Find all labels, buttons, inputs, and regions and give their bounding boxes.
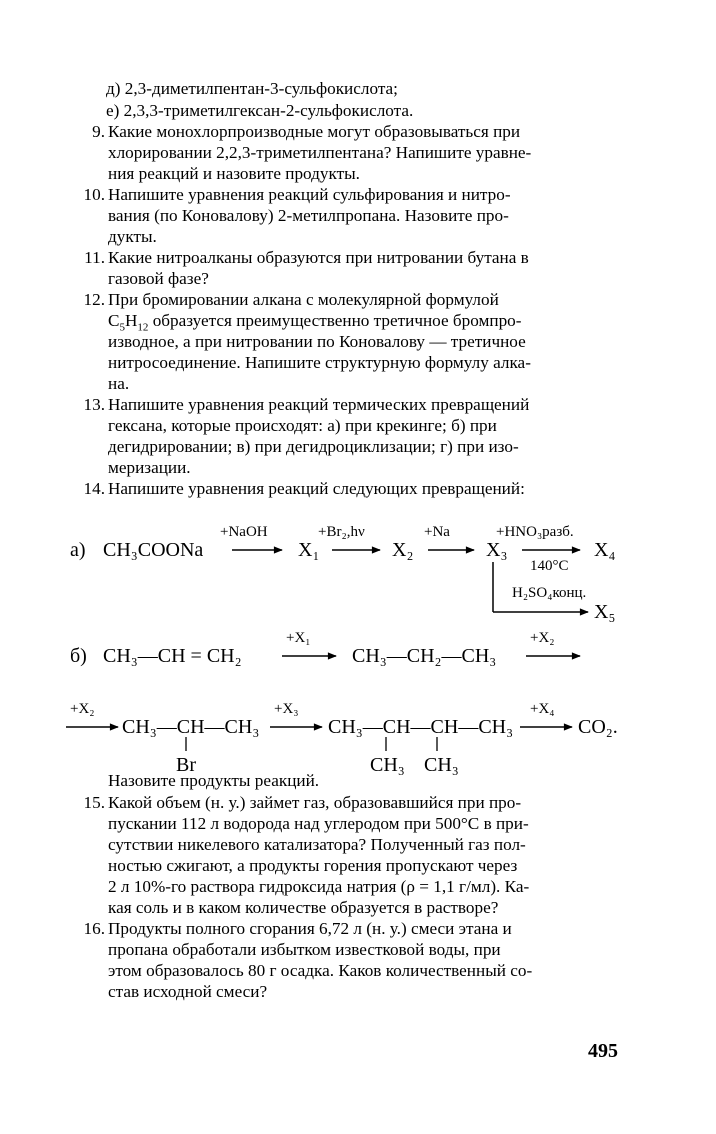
scheme-b-reagent-2: +X₂ bbox=[530, 630, 555, 646]
scheme-a-label: а) bbox=[70, 539, 86, 561]
scheme-a-condition-temp: 140°C bbox=[530, 558, 569, 574]
scheme-a-x2: X₂ bbox=[392, 539, 414, 561]
question-14-number: 14. bbox=[83, 479, 105, 498]
question-9-line-2: хлорировании 2,2,3-триметилпентана? Напишите уравне- bbox=[108, 143, 532, 162]
scheme-b-start: CH₃—CH = CH₂ bbox=[103, 645, 242, 667]
question-12-line-3: изводное, а при нитровании по Коновалову — третичное bbox=[108, 332, 526, 351]
question-9-number: 9. bbox=[92, 122, 105, 141]
question-15-line-4: ностью сжигают, а продукты горения пропускают через bbox=[108, 856, 518, 875]
question-11-number: 11. bbox=[84, 248, 105, 267]
scheme-b-product-3: CH₃—CH—CH—CH₃ bbox=[328, 716, 514, 738]
question-15-number: 15. bbox=[83, 793, 105, 812]
question-10-line-1: Напишите уравнения реакций сульфирования и нитро- bbox=[108, 185, 511, 204]
item-e: е) 2,3,3-триметилгексан-2-сульфокислота. bbox=[106, 101, 414, 120]
question-15-line-3: сутствии никелевого катализатора? Полученный газ пол- bbox=[108, 835, 526, 854]
scheme-b-ch3-2: CH₃ bbox=[424, 754, 459, 776]
question-12-line-2: $C_5H_{12}$ образуется преимущественно третичное бромпро- bbox=[108, 311, 522, 334]
question-13-line-2: гексана, которые происходят: а) при крекинге; б) при bbox=[108, 416, 497, 435]
scheme-b-br: Br bbox=[176, 754, 196, 776]
scheme-a-x4: X₄ bbox=[594, 539, 616, 561]
question-9-line-3: ния реакций и назовите продукты. bbox=[108, 164, 360, 183]
question-16-line-4: став исходной смеси? bbox=[108, 982, 268, 1001]
question-12-line-4: нитросоединение. Напишите структурную формулу алка- bbox=[108, 353, 531, 372]
name-products-instruction: Назовите продукты реакций. bbox=[108, 771, 320, 790]
question-13-line-3: дегидрировании; в) при дегидроциклизации; г) при изо- bbox=[108, 437, 519, 456]
question-12-number: 12. bbox=[83, 290, 105, 309]
question-15-line-5: 2 л 10%-го раствора гидроксида натрия (ρ = 1,1 г/мл). Ка- bbox=[108, 877, 530, 896]
scheme-b-final: CO₂. bbox=[578, 716, 618, 738]
question-10-line-3: дукты. bbox=[108, 227, 157, 246]
scheme-b-product-1: CH₃—CH₂—CH₃ bbox=[352, 645, 497, 667]
scheme-a-x5: X₅ bbox=[594, 601, 616, 623]
question-13-line-1: Напишите уравнения реакций термических превращений bbox=[108, 395, 530, 414]
question-15-line-1: Какой объем (н. у.) займет газ, образовавшийся при про- bbox=[108, 793, 522, 812]
scheme-b-reagent-4: +X₄ bbox=[530, 701, 555, 717]
scheme-b-reagent-2-repeat: +X₂ bbox=[70, 701, 95, 717]
scheme-b-product-2: CH₃—CH—CH₃ bbox=[122, 716, 260, 738]
question-12-line-5: на. bbox=[108, 374, 130, 393]
question-16-line-1: Продукты полного сгорания 6,72 л (н. у.) смеси этана и bbox=[108, 919, 512, 938]
question-15-line-2: пускании 112 л водорода над углеродом при 500°С в при- bbox=[108, 814, 529, 833]
scheme-a-reagent-naoh: +NaOH bbox=[220, 524, 268, 540]
question-13-number: 13. bbox=[83, 395, 105, 414]
question-15-line-6: кая соль и в каком количестве образуется в растворе? bbox=[108, 898, 499, 917]
scheme-a-x1: X₁ bbox=[298, 539, 320, 561]
formula-c5h12: $C_5H_{12}$ bbox=[108, 311, 149, 334]
scheme-a-reagent-br2: +Br₂,hν bbox=[318, 524, 365, 540]
question-11-line-2: газовой фазе? bbox=[108, 269, 209, 288]
question-12-line-1: При бромировании алкана с молекулярной формулой bbox=[108, 290, 499, 309]
scheme-b bbox=[66, 630, 618, 776]
scheme-a-condition-acid: H₂SO₄конц. bbox=[512, 585, 587, 601]
question-14-line-1: Напишите уравнения реакций следующих превращений: bbox=[108, 479, 525, 498]
question-16-line-3: этом образовалось 80 г осадка. Каков количественный со- bbox=[108, 961, 533, 980]
question-10-line-2: вания (по Коновалову) 2-метилпропана. Назовите про- bbox=[108, 206, 509, 225]
scheme-a-start: CH₃COONa bbox=[103, 539, 204, 561]
scheme-b-label: б) bbox=[70, 645, 87, 667]
question-11-line-1: Какие нитроалканы образуются при нитровании бутана в bbox=[108, 248, 529, 267]
question-16-number: 16. bbox=[83, 919, 105, 938]
page-number: 495 bbox=[588, 1040, 618, 1062]
question-10-number: 10. bbox=[83, 185, 105, 204]
scheme-b-reagent-1: +X₁ bbox=[286, 630, 311, 646]
scheme-b-reagent-3: +X₃ bbox=[274, 701, 299, 717]
scheme-a-reagent-hno3: +HNO₃разб. bbox=[496, 524, 574, 540]
scheme-b-ch3-1: CH₃ bbox=[370, 754, 405, 776]
item-d: д) 2,3-диметилпентан-3-сульфокислота; bbox=[106, 79, 398, 98]
scheme-a bbox=[70, 524, 615, 623]
question-16-line-2: пропана обработали избытком известковой воды, при bbox=[108, 940, 501, 959]
question-13-line-4: меризации. bbox=[108, 458, 191, 477]
scheme-a-reagent-na: +Na bbox=[424, 524, 450, 540]
scheme-a-x3: X₃ bbox=[486, 539, 508, 561]
question-9-line-1: Какие монохлорпроизводные могут образовываться при bbox=[108, 122, 521, 141]
